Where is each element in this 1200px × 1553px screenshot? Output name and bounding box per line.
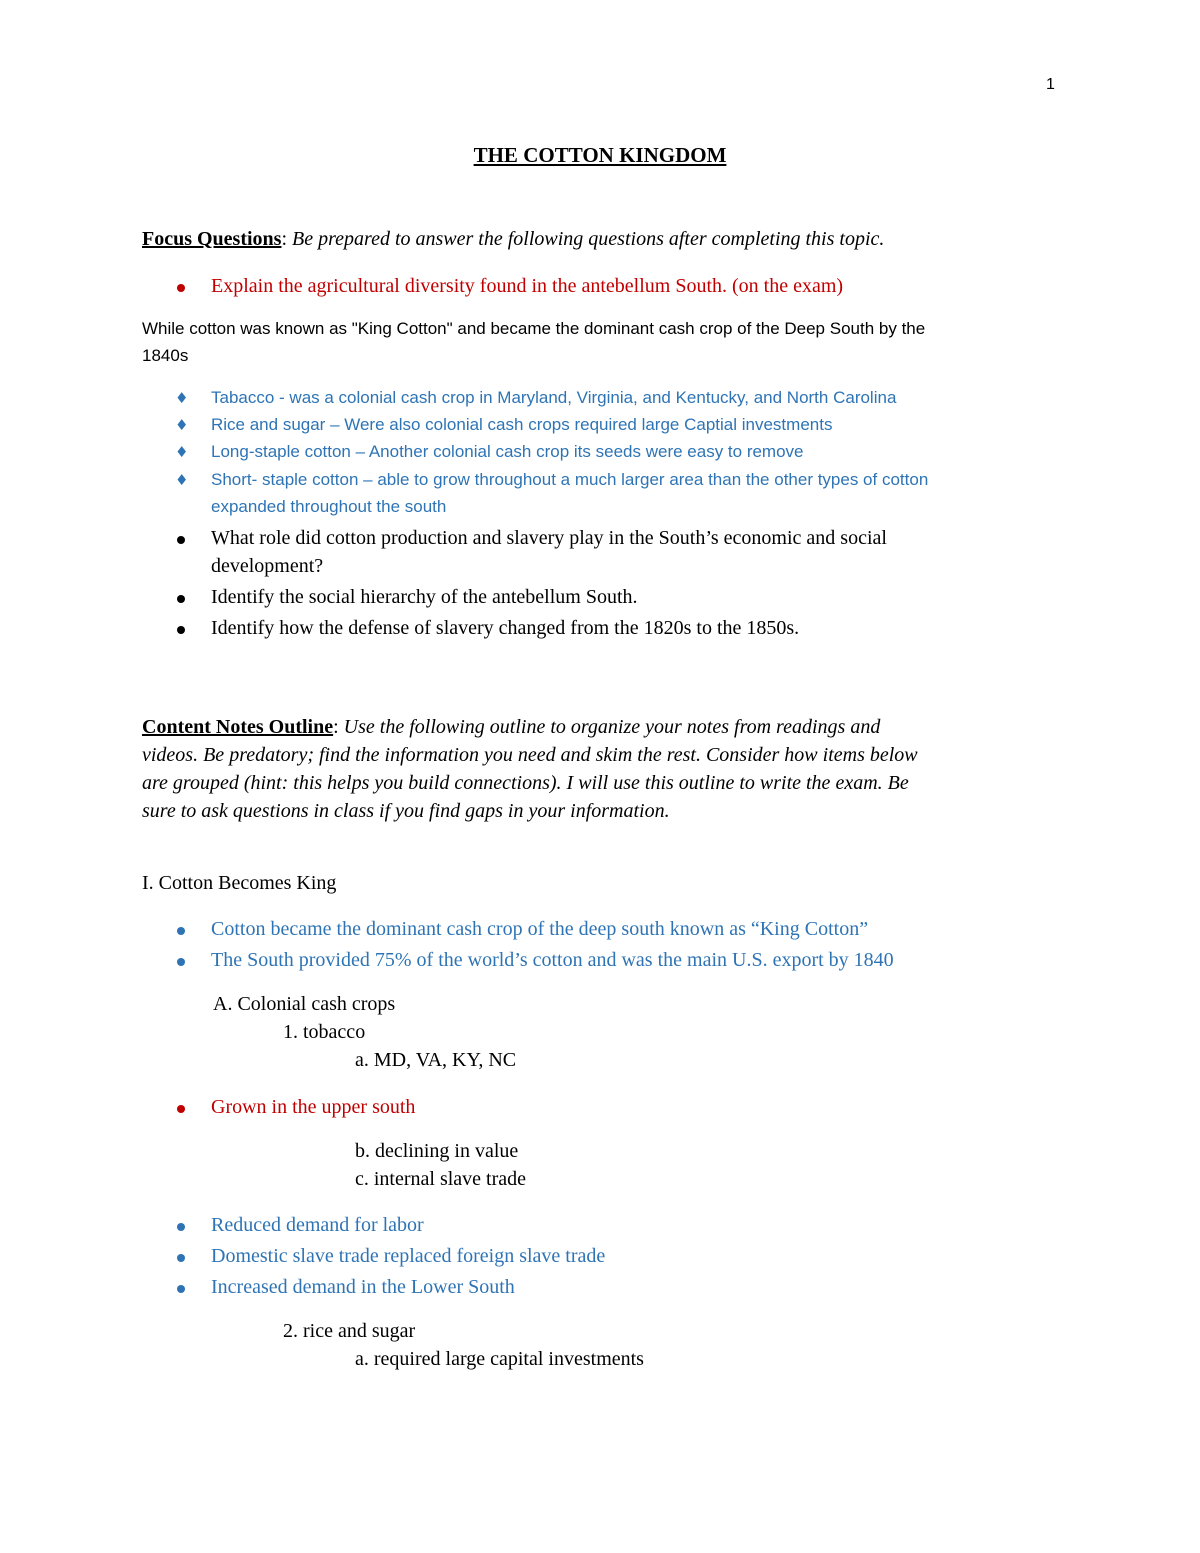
content-notes-label: Content Notes Outline <box>142 716 334 738</box>
focus-questions-instruction: Be prepared to answer the following questions after completing this topic. <box>287 228 885 250</box>
bullet-icon <box>177 284 185 292</box>
king-cotton-note: The South provided 75% of the world’s cotton and was the main U.S. export by 1840 <box>211 949 894 971</box>
content-notes-line-3: are grouped (hint: this helps you build connections). I will use this outline to write the exam. Be <box>142 772 909 794</box>
bullet-icon <box>177 1254 185 1262</box>
content-notes-text: Use the following outline to organize your notes from readings and <box>338 716 881 738</box>
page-title: THE COTTON KINGDOM <box>473 143 727 167</box>
crop-item: Short- staple cotton – able to grow throughout a much larger area than the other types of cotton <box>211 470 929 489</box>
labor-note: Domestic slave trade replaced foreign slave trade <box>211 1245 606 1267</box>
diamond-bullet-icon: ♦ <box>175 443 189 461</box>
bullet-icon <box>177 1223 185 1231</box>
outline-subheading-a: A. Colonial cash crops <box>213 993 396 1015</box>
focus-questions-colon: : <box>281 228 288 250</box>
outline-item-1: 1. tobacco <box>283 1021 366 1043</box>
focus-question-2: What role did cotton production and slavery play in the South’s economic and social <box>211 527 887 549</box>
bullet-icon <box>177 927 185 935</box>
outline-section-heading: I. Cotton Becomes King <box>142 872 337 894</box>
focus-question-2-continued: development? <box>211 555 324 577</box>
outline-item-2a: a. required large capital investments <box>355 1348 644 1370</box>
bullet-icon <box>177 595 185 603</box>
content-notes-line-4: sure to ask questions in class if you find gaps in your information. <box>142 800 670 822</box>
bullet-icon <box>177 958 185 966</box>
bullet-icon <box>177 626 185 634</box>
diamond-bullet-icon: ♦ <box>175 416 189 434</box>
diamond-bullet-icon: ♦ <box>175 471 189 489</box>
labor-note: Increased demand in the Lower South <box>211 1276 515 1298</box>
crop-item: Long-staple cotton – Another colonial cash crop its seeds were easy to remove <box>211 442 804 461</box>
outline-item-1a: a. MD, VA, KY, NC <box>355 1049 517 1071</box>
king-cotton-note: Cotton became the dominant cash crop of the deep south known as “King Cotton” <box>211 918 869 940</box>
focus-questions-line <box>142 228 884 251</box>
outline-item-1b: b. declining in value <box>355 1140 519 1162</box>
outline-item-1c: c. internal slave trade <box>355 1168 527 1190</box>
upper-south-note: Grown in the upper south <box>211 1096 416 1118</box>
content-notes-line-1 <box>142 716 880 739</box>
focus-questions-label: Focus Questions <box>142 228 282 250</box>
bullet-icon <box>177 1285 185 1293</box>
focus-question-4: Identify how the defense of slavery changed from the 1820s to the 1850s. <box>211 617 800 639</box>
focus-question-3: Identify the social hierarchy of the antebellum South. <box>211 586 638 608</box>
crop-item: Rice and sugar – Were also colonial cash crops required large Captial investments <box>211 415 833 434</box>
crop-item: Tabacco - was a colonial cash crop in Maryland, Virginia, and Kentucky, and North Carolina <box>211 388 897 407</box>
intro-line-1: While cotton was known as "King Cotton" and became the dominant cash crop of the Deep South by the <box>142 319 926 338</box>
page-number: 1 <box>1046 76 1055 93</box>
focus-question-1: Explain the agricultural diversity found in the antebellum South. (on the exam) <box>211 275 844 297</box>
outline-item-2: 2. rice and sugar <box>283 1320 416 1342</box>
bullet-icon <box>177 536 185 544</box>
labor-note: Reduced demand for labor <box>211 1214 424 1236</box>
diamond-bullet-icon: ♦ <box>175 389 189 407</box>
intro-line-2: 1840s <box>142 346 189 365</box>
content-notes-line-2: videos. Be predatory; find the information you need and skim the rest. Consider how items below <box>142 744 918 766</box>
content-notes-colon: : <box>333 716 339 738</box>
crop-item-continued: expanded throughout the south <box>211 497 447 516</box>
bullet-icon <box>177 1105 185 1113</box>
